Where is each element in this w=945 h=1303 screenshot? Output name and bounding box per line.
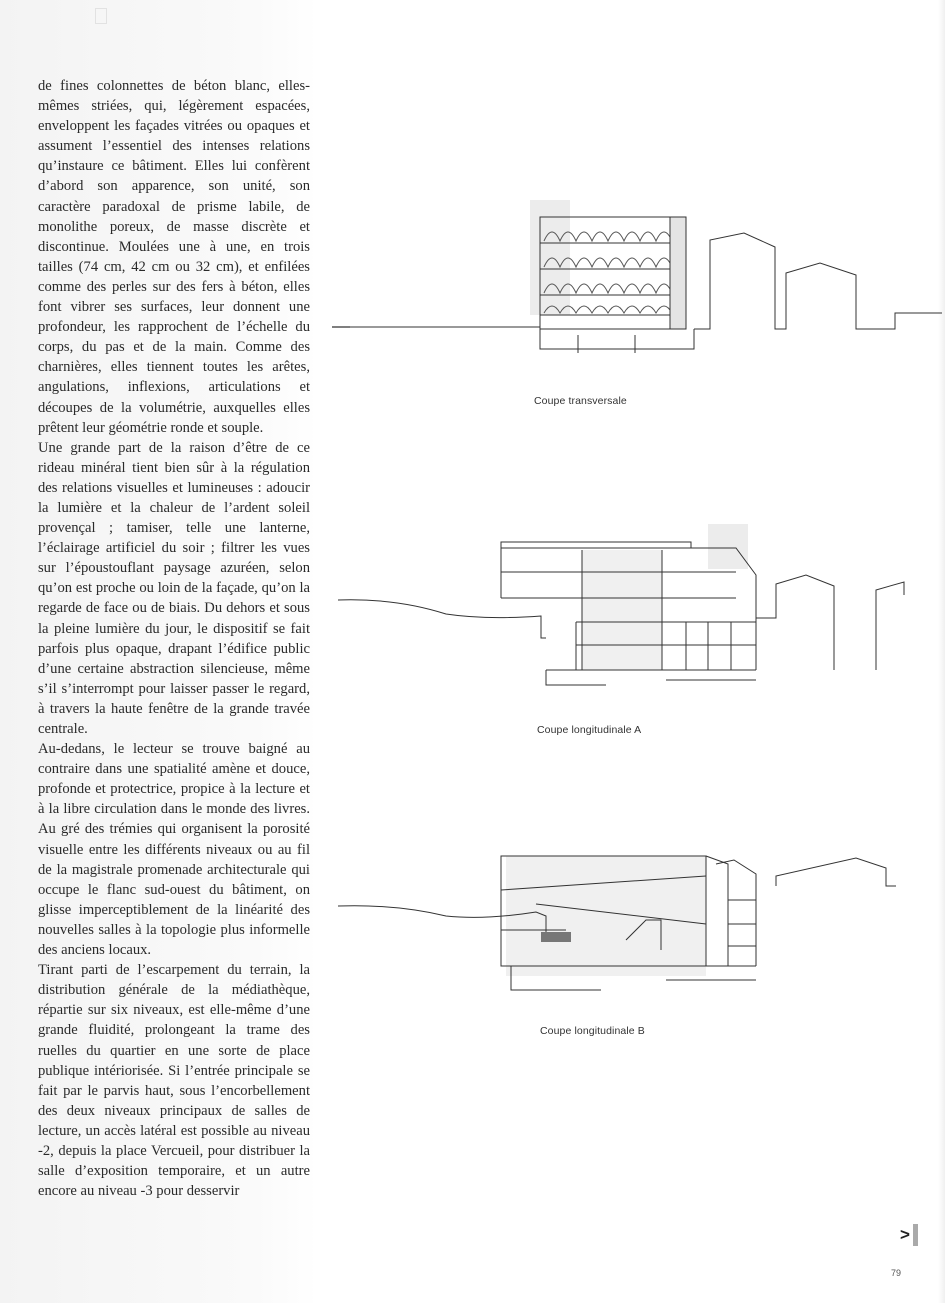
paragraph-3: Au-dedans, le lecteur se trouve baigné au contraire dans une spatialité amène et douce, profonde et protectrice, propice à la lecture et à la libre circulation dans le monde des livres. Au gré des trémies qui organisent la porosité visuelle entre les différents niveaux ou au fil de la magistrale promenade architecturale qui occupe le flanc sud-ouest du bâtiment, on glisse imperceptiblement de la linéarité des nouvelles salles à la topologie plus informelle des anciens locaux. xyxy=(38,741,310,959)
paragraph-1: de fines colonnettes de béton blanc, elles-mêmes striées, qui, légèrement espacées, enveloppent les façades vitrées ou opaques et assument l’essentiel des intenses relations qu’instaure ce bâtiment. Elles lui confèrent d’abord son apparence, son unité, son caractère paradoxal de prisme labile, de monolithe poreux, de masse discrète et discontinue. Moulées une à une, en trois tailles (74 cm, 42 cm ou 32 cm), et enfilées comme des perles sur des fers à béton, elles font vibrer ses surfaces, leur donnent une profondeur, les rapprochent de l’échelle du corps, du pas et de la main. Comme des charnières, elles tiennent toutes les arêtes, angulations, inflexions, articulations et découpes de la volumétrie, auxquelles elles prêtent leur géométrie ronde et souple. xyxy=(38,78,310,436)
cross-section-svg xyxy=(330,195,942,365)
paragraph-2: Une grande part de la raison d’être de ce rideau minéral tient bien sûr à la régulation des relations visuelles et lumineuses : adoucir la lumière et la chaleur de l’ardent soleil provençal ; tamiser, telle une lanterne, l’éclairage artificiel du soir ; filtrer les vues sur l’époustouflant paysage azuréen, selon qu’on est proche ou loin de la façade, qu’on la regarde de face ou de biais. Du dehors et sous la pleine lumière du jour, le dispositif se fait parfois plus opaque, drapant l’édifice public d’une certaine abstraction silencieuse, même s’il s’interrompt pour laisser passer le regard, à travers la haute fenêtre de la grande travée centrale. xyxy=(38,439,310,737)
cross-section-drawing xyxy=(330,195,942,365)
next-page-arrow-glyph: > xyxy=(900,1225,910,1244)
caption-coupe-longitudinale-b: Coupe longitudinale B xyxy=(540,1025,645,1037)
next-page-arrow[interactable] xyxy=(900,1224,928,1246)
page-number: 79 xyxy=(891,1268,902,1278)
longitudinal-section-a-svg xyxy=(336,520,936,690)
caption-coupe-transversale: Coupe transversale xyxy=(534,395,627,407)
caption-coupe-longitudinale-a: Coupe longitudinale A xyxy=(537,724,642,736)
article-body xyxy=(38,76,310,1201)
paragraph-4: Tirant parti de l’escarpement du terrain, la distribution générale de la médiathèque, répartie sur six niveaux, est elle-même d’une grande fluidité, prolongeant la trame des ruelles du quartier en une sorte de place publique intériorisée. Si l’entrée principale se fait par le parvis haut, sous l’encorbellement des deux niveaux principaux de salles de lecture, un accès latéral est possible au niveau -2, depuis la place Vercueil, pour distribuer la salle d’exposition temporaire, et un autre encore au niveau -3 pour desservir xyxy=(38,962,310,1200)
scan-mark xyxy=(95,8,107,24)
nav-bar-marker xyxy=(913,1224,918,1246)
longitudinal-section-b-drawing xyxy=(336,840,936,1000)
longitudinal-section-b-svg xyxy=(336,840,936,1000)
longitudinal-section-a-drawing xyxy=(336,520,936,690)
